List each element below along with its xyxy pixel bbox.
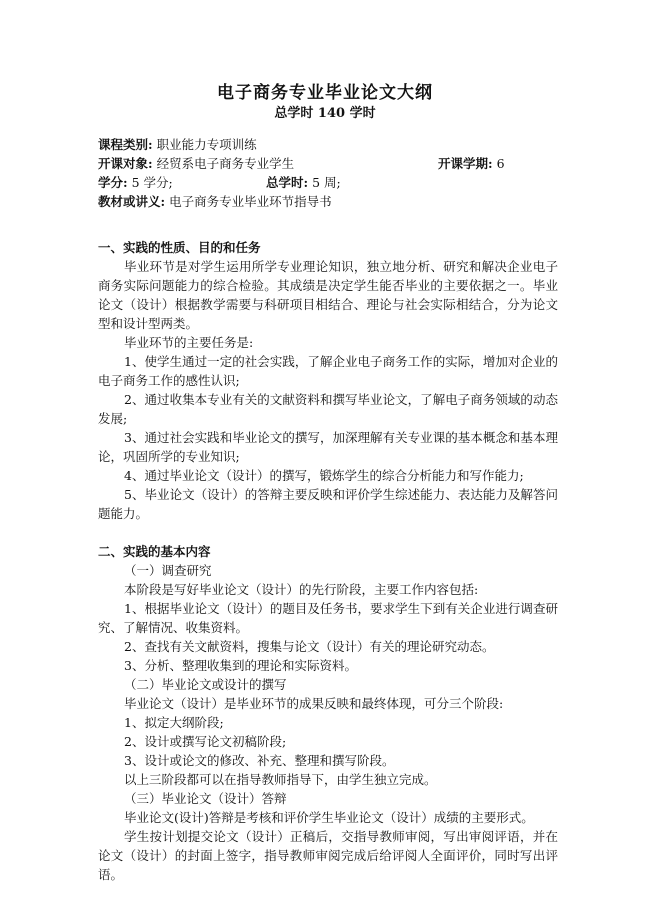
section1-item-4: 4、通过毕业论文（设计）的撰写，锻炼学生的综合分析能力和写作能力; xyxy=(124,468,524,483)
subsection3-heading: （三）毕业论文（设计）答辩 xyxy=(124,791,287,806)
section1-item-1: 1、使学生通过一定的社会实践，了解企业电子商务工作的实际，增加对企业的电子商务工作的感性认识; xyxy=(98,354,558,388)
subsection2-paragraph: 毕业论文（设计）是毕业环节的成果反映和最终体现，可分三个阶段: xyxy=(124,696,504,711)
section1-paragraph-2: 毕业环节的主要任务是: xyxy=(124,335,254,350)
hours-value: 5 周; xyxy=(312,175,341,190)
info-row-credits xyxy=(98,173,558,192)
subsection2-item-3: 3、设计或论文的修改、补充、整理和撰写阶段。 xyxy=(124,753,395,768)
target-label: 开课对象: xyxy=(98,156,153,171)
section1-heading: 一、实践的性质、目的和任务 xyxy=(98,240,261,255)
credits-label: 学分: xyxy=(98,175,128,190)
credits-value: 5 学分; xyxy=(131,175,173,190)
subsection1-heading: （一）调查研究 xyxy=(124,563,212,578)
page-title: 电子商务专业毕业论文大纲 xyxy=(217,83,433,103)
subsection1-item-1: 1、根据毕业论文（设计）的题目及任务书，要求学生下到有关企业进行调查研究、了解情况、收集资料。 xyxy=(98,601,558,635)
subsection2-heading: （二）毕业论文或设计的撰写 xyxy=(124,677,287,692)
info-row-material xyxy=(98,192,558,211)
subsection1-item-2: 2、查找有关文献资料，搜集与论文（设计）有关的理论研究动态。 xyxy=(124,639,495,654)
info-row-category xyxy=(98,135,558,154)
material-label: 教材或讲义: xyxy=(98,194,166,209)
subsection2-note: 以上三阶段都可以在指导教师指导下，由学生独立完成。 xyxy=(124,772,437,787)
page-subtitle: 总学时 140 学时 xyxy=(274,106,376,121)
term-value: 6 xyxy=(496,156,505,171)
section1-item-3: 3、通过社会实践和毕业论文的撰写，加深理解有关专业课的基本概念和基本理论，巩固所学的专业知识; xyxy=(98,430,558,464)
section2-heading: 二、实践的基本内容 xyxy=(98,544,211,559)
subsection3-paragraph-2: 学生按计划提交论文（设计）正稿后，交指导教师审阅，写出审阅评语，并在论文（设计）的封面上签字，指导教师审阅完成后给评阅人全面评价，同时写出评语。 xyxy=(98,829,558,882)
material-value: 电子商务专业毕业环节指导书 xyxy=(169,194,332,209)
subsection1-item-3: 3、分析、整理收集到的理论和实际资料。 xyxy=(124,658,357,673)
term-label: 开课学期: xyxy=(438,156,493,171)
section1-item-2: 2、通过收集本专业有关的文献资料和撰写毕业论文，了解电子商务领域的动态发展; xyxy=(98,392,558,426)
category-label: 课程类别: xyxy=(98,137,153,152)
course-info xyxy=(98,135,558,211)
target-value: 经贸系电子商务专业学生 xyxy=(156,156,295,171)
info-row-target xyxy=(98,154,558,173)
term-group xyxy=(438,154,505,173)
hours-label: 总学时: xyxy=(266,175,309,190)
hours-group xyxy=(266,173,341,192)
subsection3-paragraph-1: 毕业论文(设计)答辩是考核和评价学生毕业论文（设计）成绩的主要形式。 xyxy=(124,810,534,825)
section1-paragraph-1: 毕业环节是对学生运用所学专业理论知识，独立地分析、研究和解决企业电子商务实际问题能力的综合检验。其成绩是决定学生能否毕业的主要依据之一。毕业论文（设计）根据教学需要与科研项目相结合、理论与社会实际相结合，分为论文型和设计型两类。 xyxy=(98,259,558,331)
section1-item-5: 5、毕业论文（设计）的答辩主要反映和评价学生综述能力、表达能力及解答问题能力。 xyxy=(98,487,558,521)
subsection2-item-2: 2、设计或撰写论文初稿阶段; xyxy=(124,734,287,749)
category-value: 职业能力专项训练 xyxy=(156,137,257,152)
subsection2-item-1: 1、拟定大纲阶段; xyxy=(124,715,224,730)
subsection1-paragraph: 本阶段是写好毕业论文（设计）的先行阶段，主要工作内容包括: xyxy=(124,582,479,597)
document-body xyxy=(98,238,558,884)
section-spacer xyxy=(98,523,558,542)
